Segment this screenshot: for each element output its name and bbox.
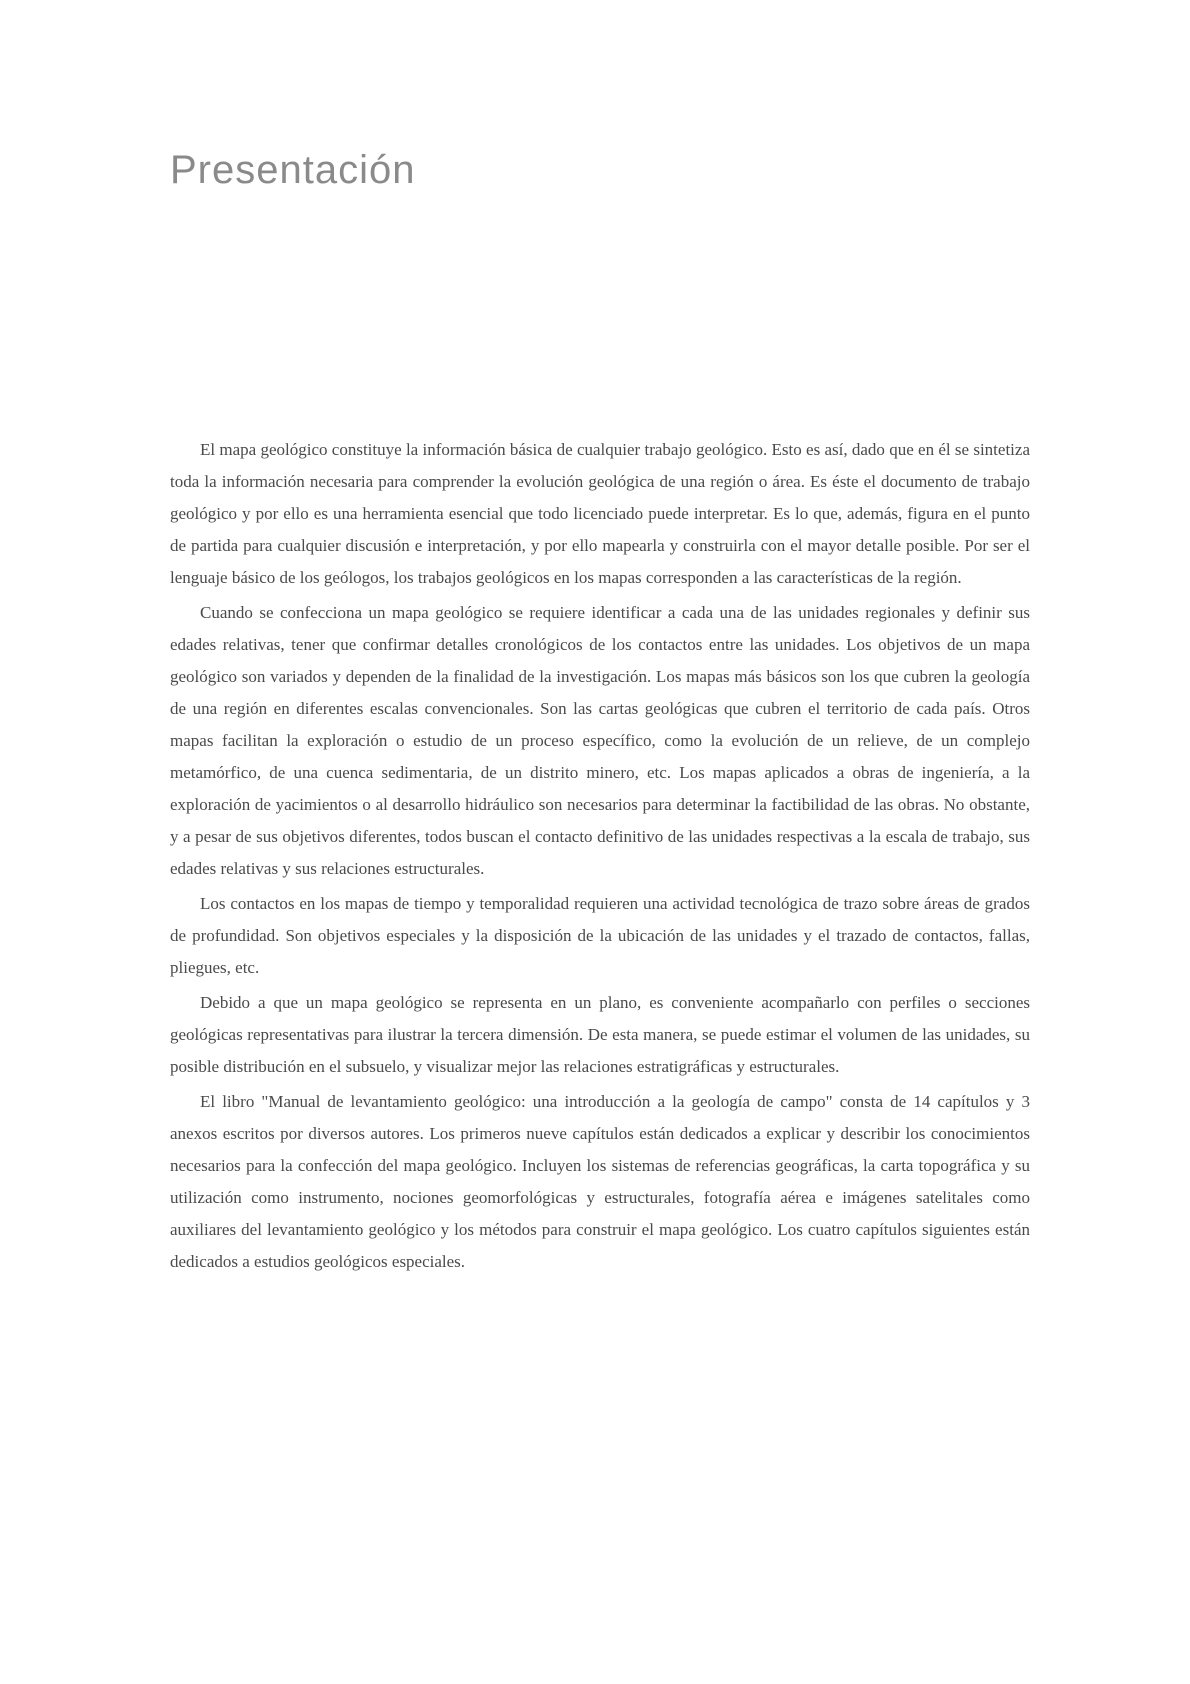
paragraph: El libro "Manual de levantamiento geológico: una introducción a la geología de campo" consta de 14 capítulos y 3 anexos escritos por diversos autores. Los primeros nueve capítulos están dedicados a explicar y describir los conocimientos necesarios para la confección del mapa geológico. Incluyen los sistemas de referencias geográficas, la carta topográfica y su utilización como instrumento, nociones geomorfológicas y estructurales, fotografía aérea e imágenes satelitales como auxiliares del levantamiento geológico y los métodos para construir el mapa geológico. Los cuatro capítulos siguientes están dedicados a estudios geológicos especiales. — [170, 1092, 1030, 1271]
body-text — [170, 434, 1030, 1281]
paragraph: Los contactos en los mapas de tiempo y temporalidad requieren una actividad tecnológica de trazo sobre áreas de grados de profundidad. Son objetivos especiales y la disposición de la ubicación de las unidades y el trazado de contactos, fallas, pliegues, etc. — [170, 894, 1030, 977]
paragraph: Debido a que un mapa geológico se representa en un plano, es conveniente acompañarlo con perfiles o secciones geológicas representativas para ilustrar la tercera dimensión. De esta manera, se puede estimar el volumen de las unidades, su posible distribución en el subsuelo, y visualizar mejor las relaciones estratigráficas y estructurales. — [170, 993, 1030, 1076]
paragraph: El mapa geológico constituye la información básica de cualquier trabajo geológico. Esto es así, dado que en él se sintetiza toda la información necesaria para comprender la evolución geológica de una región o área. Es éste el documento de trabajo geológico y por ello es una herramienta esencial que todo licenciado puede interpretar. Es lo que, además, figura en el punto de partida para cualquier discusión e interpretación, y por ello mapearla y construirla con el mayor detalle posible. Por ser el lenguaje básico de los geólogos, los trabajos geológicos en los mapas corresponden a las características de la región. — [170, 440, 1030, 587]
paragraph: Cuando se confecciona un mapa geológico se requiere identificar a cada una de las unidades regionales y definir sus edades relativas, tener que confirmar detalles cronológicos de los contactos entre las unidades. Los objetivos de un mapa geológico son variados y dependen de la finalidad de la investigación. Los mapas más básicos son los que cubren la geología de una región en diferentes escalas convencionales. Son las cartas geológicas que cubren el territorio de cada país. Otros mapas facilitan la exploración o estudio de un proceso específico, como la evolución de un relieve, de un complejo metamórfico, de una cuenca sedimentaria, de un distrito minero, etc. Los mapas aplicados a obras de ingeniería, a la exploración de yacimientos o al desarrollo hidráulico son necesarios para determinar la factibilidad de las obras. No obstante, y a pesar de sus objetivos diferentes, todos buscan el contacto definitivo de las unidades respectivas a la escala de trabajo, sus edades relativas y sus relaciones estructurales. — [170, 603, 1030, 878]
chapter-title: Presentación — [170, 148, 416, 192]
